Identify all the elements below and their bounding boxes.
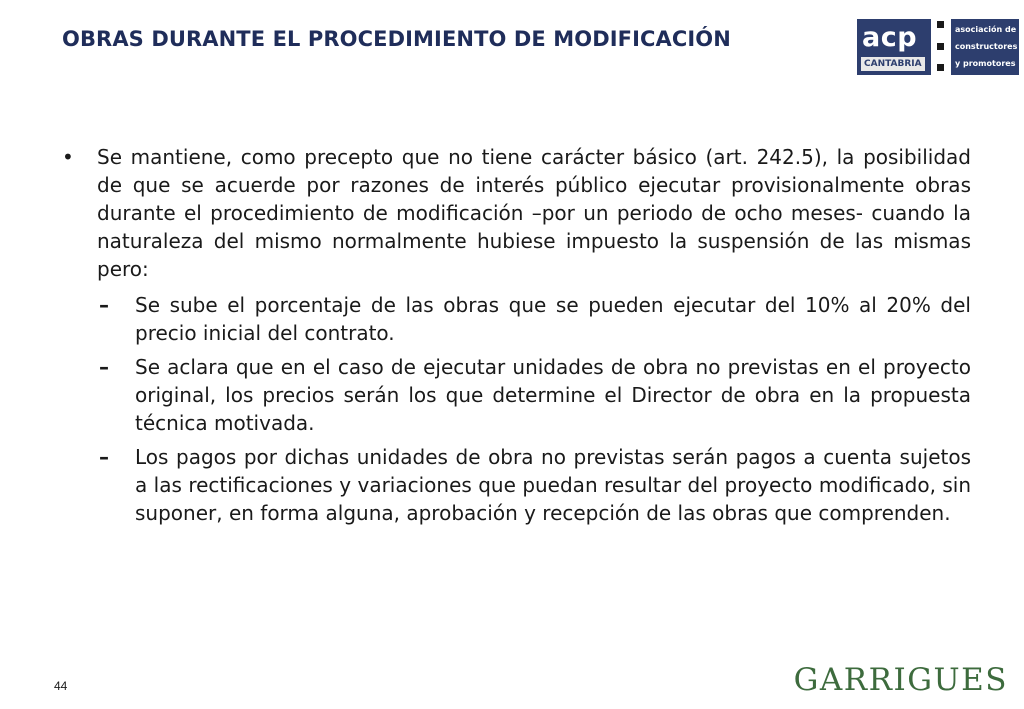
main-paragraph: Se mantiene, como precepto que no tiene carácter básico (art. 242.5), la posibilidad de que se acuerde por razones de interés público ejecutar provisionalmente obras durante el procedimiento de modificación –por un periodo de ocho meses- cuando la naturaleza del mismo normalmente hubiese impuesto la suspensión de las mismas pero: — [97, 145, 971, 281]
bullet-icon: • — [62, 145, 74, 169]
dash-icon: – — [99, 293, 109, 317]
sub-item-text: Se aclara que en el caso de ejecutar unidades de obra no previstas en el proyecto original, los precios serán los que determine el Director de obra en la propuesta técnica motivada. — [135, 355, 971, 435]
sub-item-text: Se sube el porcentaje de las obras que se pueden ejecutar del 10% al 20% del precio inicial del contrato. — [135, 293, 971, 345]
logo-square-icon — [937, 21, 944, 28]
sub-item — [98, 443, 971, 527]
sub-item — [98, 353, 971, 437]
logo-acronym: acp — [862, 22, 918, 53]
page-number: 44 — [54, 679, 68, 693]
dash-icon: – — [99, 355, 109, 379]
logo-square-icon — [937, 43, 944, 50]
main-bullet — [60, 143, 971, 283]
logo-squares — [931, 19, 951, 75]
acp-cantabria-logo — [857, 19, 1019, 75]
dash-icon: – — [99, 445, 109, 469]
garrigues-logo: GARRIGUES — [793, 662, 1008, 698]
sub-item-text: Los pagos por dichas unidades de obra no previstas serán pagos a cuenta sujetos a las rectificaciones y variaciones que puedan resultar del proyecto modificado, sin suponer, en forma alguna, aprobación y recepción de las obras que comprenden. — [135, 445, 971, 525]
logo-square-icon — [937, 64, 944, 71]
slide-title: OBRAS DURANTE EL PROCEDIMIENTO DE MODIFICACIÓN — [62, 27, 731, 51]
sub-list — [60, 291, 971, 527]
logo-acp-block — [857, 19, 931, 75]
logo-region: CANTABRIA — [861, 57, 925, 71]
logo-line: y promotores — [955, 59, 1016, 69]
logo-line: asociación de — [955, 24, 1017, 34]
slide-body — [60, 143, 971, 533]
logo-text-block — [951, 19, 1019, 75]
logo-line: constructores — [955, 41, 1018, 51]
sub-item — [98, 291, 971, 347]
